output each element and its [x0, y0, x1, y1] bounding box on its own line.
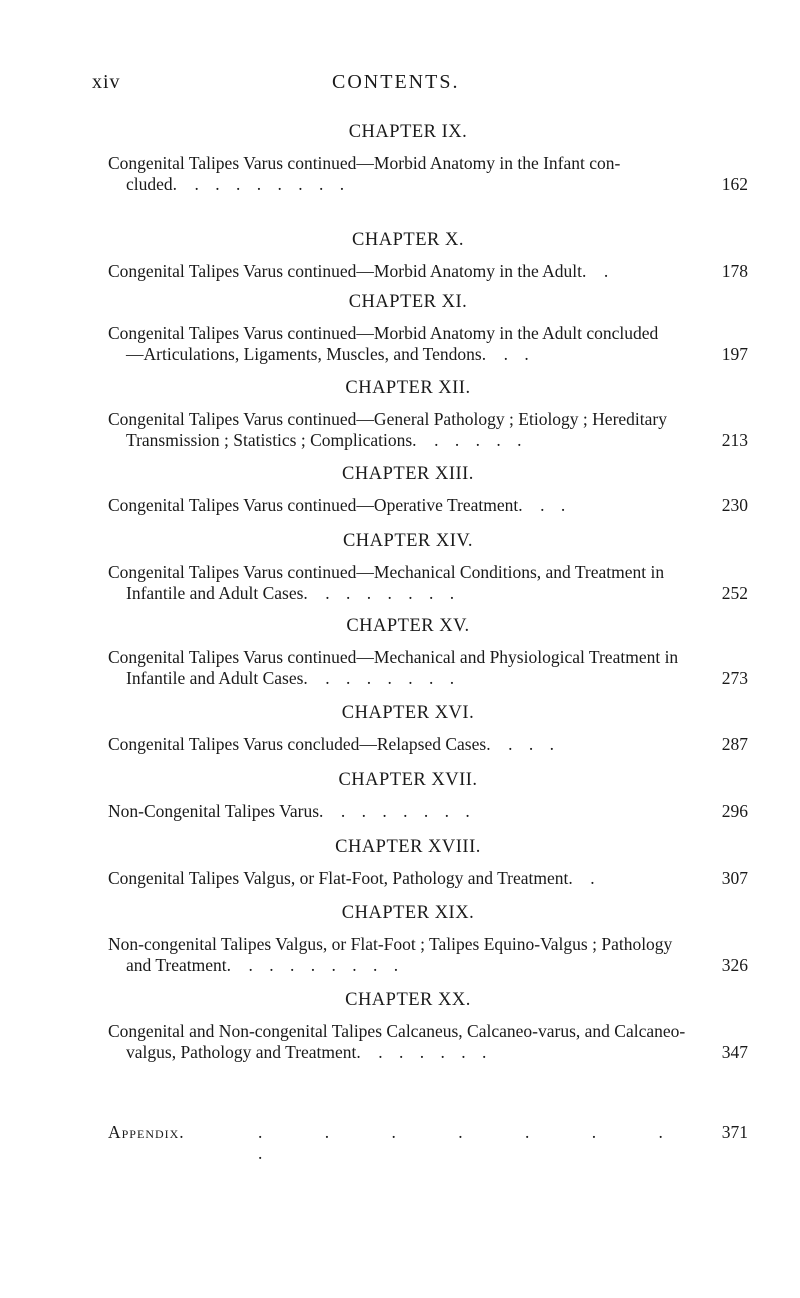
dot-leader: . . . . . . . .	[248, 955, 405, 975]
chapter-title	[108, 801, 748, 822]
chapter-title-line	[108, 562, 748, 583]
chapter-entry[interactable]	[108, 529, 748, 604]
chapter-title	[108, 323, 748, 365]
dot-leader: . .	[503, 344, 535, 364]
chapter-title-text: Congenital Talipes Varus continued—Morbid Anatomy in the Adult concluded	[108, 323, 659, 343]
chapter-page-number: 252	[721, 583, 748, 603]
appendix-page-number: 371	[721, 1122, 748, 1142]
chapter-title-text: Congenital Talipes Varus continued—General Pathology ; Etiology ; Hereditary	[108, 409, 667, 429]
chapter-entry[interactable]	[108, 376, 748, 451]
chapter-title-line	[108, 1042, 748, 1063]
chapter-title-text: Congenital Talipes Varus continued—Operative Treatment.	[108, 495, 523, 515]
dot-leader: .	[590, 868, 601, 888]
chapter-heading: CHAPTER XII.	[345, 378, 471, 398]
chapter-page-number: 273	[721, 668, 748, 688]
chapter-entry[interactable]	[108, 462, 748, 516]
chapter-title	[108, 734, 748, 755]
dot-leader: . .	[540, 495, 572, 515]
chapter-title-line	[108, 409, 748, 430]
chapter-title-line	[108, 495, 748, 516]
chapter-entry[interactable]	[108, 120, 748, 195]
chapter-page-number: 347	[721, 1042, 748, 1062]
chapter-page-number: 230	[721, 495, 748, 515]
chapter-entry[interactable]	[108, 701, 748, 755]
chapter-page-number: 296	[721, 801, 748, 821]
chapter-heading: CHAPTER XVI.	[341, 703, 475, 723]
chapter-heading: CHAPTER IX.	[348, 122, 468, 142]
dot-leader: . . . . . . .	[325, 668, 461, 688]
chapter-title-text: valgus, Pathology and Treatment.	[126, 1042, 361, 1062]
chapter-title-text: Congenital Talipes Varus concluded—Relapsed Cases.	[108, 734, 491, 754]
chapter-entry[interactable]	[108, 228, 748, 282]
chapter-title-text: Non-congenital Talipes Valgus, or Flat-Foot ; Talipes Equino-Valgus ; Pathology	[108, 934, 673, 954]
dot-leader: . . . . . . .	[325, 583, 461, 603]
chapter-entry[interactable]	[108, 614, 748, 689]
chapter-title	[108, 868, 748, 889]
chapter-title-line	[108, 734, 748, 755]
chapter-title-line	[108, 344, 748, 365]
chapter-title-line	[108, 261, 748, 282]
chapter-title-text: Congenital Talipes Varus continued—Morbid Anatomy in the Infant con-	[108, 153, 621, 173]
chapter-title-line	[108, 934, 748, 955]
dot-leader: . . .	[508, 734, 560, 754]
chapter-page-number: 307	[721, 868, 748, 888]
dot-leader: . . . . .	[434, 430, 528, 450]
chapter-title-line	[108, 801, 748, 822]
chapter-title-text: and Treatment.	[126, 955, 231, 975]
chapter-entry[interactable]	[108, 768, 748, 822]
dot-leader: . . . . . . . .	[194, 174, 351, 194]
chapter-page-number: 326	[721, 955, 748, 975]
chapter-title-text: Congenital Talipes Valgus, or Flat-Foot, Pathology and Treatment.	[108, 868, 573, 888]
chapter-entry[interactable]	[108, 835, 748, 889]
chapter-title-line	[108, 174, 748, 195]
dot-leader: .	[603, 261, 615, 281]
chapter-title	[108, 562, 748, 604]
chapter-page-number: 197	[721, 344, 748, 364]
chapter-heading: CHAPTER XVIII.	[335, 837, 481, 857]
chapter-title-text: Infantile and Adult Cases.	[126, 583, 308, 603]
chapter-title-text: Non-Congenital Talipes Varus.	[108, 801, 324, 821]
chapter-title-text: Congenital and Non-congenital Talipes Calcaneus, Calcaneo-varus, and Calcaneo-	[108, 1021, 686, 1041]
chapter-heading: CHAPTER XV.	[346, 616, 470, 636]
chapter-title-line	[108, 668, 748, 689]
chapter-page-number: 178	[721, 261, 748, 281]
chapter-heading: CHAPTER XIV.	[342, 531, 474, 551]
chapter-title	[108, 153, 748, 195]
chapter-title	[108, 261, 748, 282]
chapter-title-line	[108, 1021, 748, 1042]
chapter-title-text: —Articulations, Ligaments, Muscles, and Tendons.	[126, 344, 487, 364]
chapter-entry[interactable]	[108, 290, 748, 365]
chapter-title-line	[108, 647, 748, 668]
chapter-heading: CHAPTER XI.	[348, 292, 468, 312]
chapter-title	[108, 934, 748, 976]
chapter-heading: CHAPTER XIX.	[341, 903, 475, 923]
chapter-title	[108, 647, 748, 689]
chapter-title-text: cluded.	[126, 174, 178, 194]
chapter-title-text: Infantile and Adult Cases.	[126, 668, 308, 688]
running-head	[92, 71, 732, 101]
chapter-title-line	[108, 323, 748, 344]
chapter-title	[108, 495, 748, 516]
chapter-title	[108, 1021, 748, 1063]
chapter-entry[interactable]	[108, 988, 748, 1063]
chapter-title-line	[108, 583, 748, 604]
running-title: CONTENTS.	[332, 71, 460, 93]
chapter-heading: CHAPTER X.	[352, 230, 464, 250]
chapter-page-number: 287	[721, 734, 748, 754]
chapter-title-text: Congenital Talipes Varus continued—Morbid Anatomy in the Adult.	[108, 261, 587, 281]
chapter-entry[interactable]	[108, 901, 748, 976]
chapter-title-line	[108, 868, 748, 889]
chapter-title-text: Congenital Talipes Varus continued—Mechanical Conditions, and Treatment in	[108, 562, 665, 582]
chapter-title	[108, 409, 748, 451]
dot-leader: . . . . . .	[378, 1042, 493, 1062]
chapter-page-number: 213	[721, 430, 748, 450]
appendix-leader: . . . . . . . .	[258, 1122, 692, 1163]
chapter-heading: CHAPTER XIII.	[342, 464, 474, 484]
chapter-heading: CHAPTER XVII.	[338, 770, 478, 790]
chapter-title-text: Transmission ; Statistics ; Complications.	[126, 430, 417, 450]
chapter-title-line	[108, 153, 748, 174]
appendix-label: Appendix.	[108, 1122, 185, 1142]
chapter-heading: CHAPTER XX.	[345, 990, 471, 1010]
dot-leader: . . . . . . .	[340, 801, 476, 821]
chapter-page-number: 162	[721, 174, 748, 194]
page-number: xiv	[92, 71, 121, 93]
chapter-title-text: Congenital Talipes Varus continued—Mechanical and Physiological Treatment in	[108, 647, 679, 667]
chapter-title-line	[108, 430, 748, 451]
chapter-title-line	[108, 955, 748, 976]
appendix-entry[interactable]	[108, 1122, 748, 1163]
